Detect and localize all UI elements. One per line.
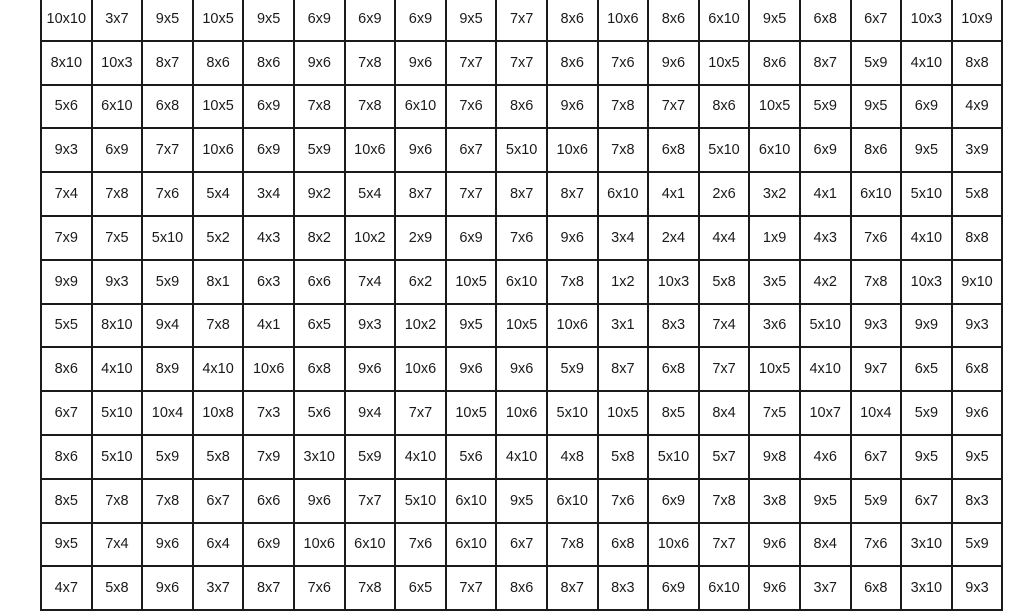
grid-cell: 5x7 <box>699 435 750 479</box>
grid-row <box>41 304 1002 348</box>
grid-cell: 6x8 <box>851 566 902 610</box>
grid-cell: 7x7 <box>496 0 547 41</box>
grid-cell: 3x10 <box>294 435 345 479</box>
grid-cell: 10x6 <box>294 523 345 567</box>
grid-cell: 6x9 <box>243 85 294 129</box>
grid-cell: 7x7 <box>446 566 497 610</box>
grid-cell: 6x10 <box>699 0 750 41</box>
grid-cell: 9x5 <box>851 85 902 129</box>
grid-cell: 1x2 <box>598 260 649 304</box>
grid-cell: 7x7 <box>395 391 446 435</box>
grid-cell: 6x8 <box>294 347 345 391</box>
grid-cell: 4x10 <box>92 347 143 391</box>
grid-cell: 7x4 <box>41 172 92 216</box>
grid-cell: 10x3 <box>901 260 952 304</box>
grid-cell: 5x9 <box>142 260 193 304</box>
grid-cell: 4x1 <box>648 172 699 216</box>
grid-cell: 5x5 <box>41 304 92 348</box>
grid-cell: 10x5 <box>749 85 800 129</box>
grid-cell: 5x6 <box>446 435 497 479</box>
grid-cell: 9x8 <box>749 435 800 479</box>
grid-cell: 6x6 <box>294 260 345 304</box>
grid-cell: 9x6 <box>294 41 345 85</box>
grid-cell: 6x10 <box>395 85 446 129</box>
grid-cell: 3x7 <box>800 566 851 610</box>
grid-cell: 8x10 <box>92 304 143 348</box>
grid-cell: 3x8 <box>749 479 800 523</box>
grid-cell: 8x3 <box>648 304 699 348</box>
grid-cell: 9x6 <box>142 566 193 610</box>
grid-cell: 7x7 <box>648 85 699 129</box>
grid-cell: 6x9 <box>92 128 143 172</box>
grid-cell: 4x10 <box>496 435 547 479</box>
grid-cell: 7x8 <box>598 128 649 172</box>
grid-cell: 10x6 <box>243 347 294 391</box>
grid-cell: 9x6 <box>547 216 598 260</box>
grid-cell: 6x7 <box>851 0 902 41</box>
grid-row <box>41 479 1002 523</box>
multiplication-worksheet <box>40 0 993 616</box>
grid-cell: 9x10 <box>952 260 1003 304</box>
grid-cell: 7x6 <box>851 523 902 567</box>
grid-cell: 8x6 <box>496 85 547 129</box>
grid-cell: 6x7 <box>193 479 244 523</box>
grid-cell: 9x6 <box>345 347 396 391</box>
grid-cell: 7x8 <box>851 260 902 304</box>
grid-cell: 3x7 <box>92 0 143 41</box>
grid-cell: 9x5 <box>243 0 294 41</box>
grid-cell: 9x6 <box>496 347 547 391</box>
grid-cell: 6x10 <box>851 172 902 216</box>
grid-cell: 3x10 <box>901 566 952 610</box>
grid-cell: 3x4 <box>243 172 294 216</box>
grid-cell: 6x10 <box>446 479 497 523</box>
grid-cell: 10x6 <box>193 128 244 172</box>
grid-cell: 8x4 <box>800 523 851 567</box>
grid-cell: 8x6 <box>496 566 547 610</box>
grid-cell: 7x8 <box>193 304 244 348</box>
grid-cell: 5x10 <box>901 172 952 216</box>
grid-cell: 7x7 <box>699 523 750 567</box>
grid-cell: 7x8 <box>598 85 649 129</box>
grid-cell: 5x9 <box>800 85 851 129</box>
grid-row <box>41 41 1002 85</box>
grid-cell: 4x7 <box>41 566 92 610</box>
grid-cell: 9x4 <box>142 304 193 348</box>
grid-cell: 4x4 <box>699 216 750 260</box>
grid-cell: 7x7 <box>699 347 750 391</box>
grid-row <box>41 435 1002 479</box>
grid-cell: 6x9 <box>345 0 396 41</box>
grid-cell: 5x9 <box>294 128 345 172</box>
grid-cell: 8x6 <box>851 128 902 172</box>
grid-cell: 5x9 <box>952 523 1003 567</box>
grid-cell: 5x9 <box>547 347 598 391</box>
grid-cell: 8x4 <box>699 391 750 435</box>
grid-cell: 5x9 <box>851 479 902 523</box>
grid-row <box>41 566 1002 610</box>
grid-cell: 8x5 <box>648 391 699 435</box>
grid-cell: 3x4 <box>598 216 649 260</box>
grid-cell: 7x6 <box>496 216 547 260</box>
grid-cell: 4x10 <box>800 347 851 391</box>
grid-cell: 4x10 <box>395 435 446 479</box>
grid-cell: 4x3 <box>800 216 851 260</box>
grid-cell: 7x8 <box>92 172 143 216</box>
grid-cell: 7x6 <box>598 479 649 523</box>
grid-cell: 4x1 <box>800 172 851 216</box>
grid-cell: 9x5 <box>952 435 1003 479</box>
grid-cell: 9x3 <box>952 304 1003 348</box>
grid-cell: 7x8 <box>699 479 750 523</box>
grid-cell: 7x7 <box>142 128 193 172</box>
grid-cell: 9x6 <box>648 41 699 85</box>
grid-cell: 6x7 <box>41 391 92 435</box>
grid-cell: 10x3 <box>648 260 699 304</box>
grid-cell: 5x10 <box>496 128 547 172</box>
grid-cell: 10x6 <box>648 523 699 567</box>
grid-cell: 5x10 <box>699 128 750 172</box>
grid-cell: 8x7 <box>547 566 598 610</box>
grid-cell: 8x6 <box>699 85 750 129</box>
grid-cell: 10x6 <box>395 347 446 391</box>
grid-cell: 6x8 <box>952 347 1003 391</box>
grid-cell: 4x1 <box>243 304 294 348</box>
grid-row <box>41 347 1002 391</box>
grid-cell: 6x9 <box>243 128 294 172</box>
grid-cell: 9x5 <box>901 435 952 479</box>
grid-cell: 7x5 <box>749 391 800 435</box>
grid-cell: 7x8 <box>547 523 598 567</box>
grid-cell: 5x8 <box>92 566 143 610</box>
grid-cell: 9x6 <box>294 479 345 523</box>
grid-cell: 9x3 <box>345 304 396 348</box>
grid-cell: 9x5 <box>901 128 952 172</box>
grid-cell: 9x6 <box>952 391 1003 435</box>
grid-cell: 3x2 <box>749 172 800 216</box>
grid-cell: 9x2 <box>294 172 345 216</box>
grid-cell: 7x7 <box>496 41 547 85</box>
grid-cell: 3x10 <box>901 523 952 567</box>
grid-cell: 5x10 <box>395 479 446 523</box>
grid-cell: 9x3 <box>92 260 143 304</box>
grid-cell: 8x1 <box>193 260 244 304</box>
grid-cell: 9x6 <box>749 566 800 610</box>
grid-cell: 7x6 <box>851 216 902 260</box>
grid-cell: 8x6 <box>648 0 699 41</box>
grid-cell: 10x8 <box>193 391 244 435</box>
grid-cell: 8x6 <box>749 41 800 85</box>
grid-cell: 4x2 <box>800 260 851 304</box>
grid-cell: 10x9 <box>952 0 1003 41</box>
grid-row <box>41 216 1002 260</box>
grid-cell: 6x7 <box>851 435 902 479</box>
grid-cell: 5x4 <box>193 172 244 216</box>
grid-cell: 8x2 <box>294 216 345 260</box>
grid-cell: 8x8 <box>952 41 1003 85</box>
grid-cell: 6x8 <box>648 347 699 391</box>
grid-cell: 6x9 <box>243 523 294 567</box>
grid-cell: 5x9 <box>142 435 193 479</box>
grid-cell: 9x6 <box>142 523 193 567</box>
grid-cell: 6x10 <box>749 128 800 172</box>
grid-cell: 8x6 <box>41 347 92 391</box>
grid-cell: 7x8 <box>345 41 396 85</box>
grid-cell: 4x3 <box>243 216 294 260</box>
grid-cell: 9x5 <box>446 304 497 348</box>
grid-cell: 6x10 <box>699 566 750 610</box>
grid-cell: 9x5 <box>496 479 547 523</box>
grid-cell: 5x9 <box>901 391 952 435</box>
grid-cell: 10x5 <box>193 85 244 129</box>
grid-cell: 8x8 <box>952 216 1003 260</box>
grid-cell: 9x5 <box>800 479 851 523</box>
grid-cell: 4x10 <box>901 216 952 260</box>
grid-cell: 9x6 <box>446 347 497 391</box>
grid-cell: 1x9 <box>749 216 800 260</box>
grid-cell: 7x4 <box>345 260 396 304</box>
grid-cell: 7x6 <box>446 85 497 129</box>
grid-cell: 6x5 <box>901 347 952 391</box>
grid-cell: 8x9 <box>142 347 193 391</box>
grid-cell: 5x8 <box>193 435 244 479</box>
grid-cell: 6x10 <box>446 523 497 567</box>
grid-cell: 8x6 <box>41 435 92 479</box>
grid-cell: 8x6 <box>193 41 244 85</box>
grid-cell: 3x6 <box>749 304 800 348</box>
grid-cell: 5x8 <box>598 435 649 479</box>
grid-cell: 7x7 <box>446 41 497 85</box>
grid-cell: 6x8 <box>142 85 193 129</box>
grid-cell: 2x4 <box>648 216 699 260</box>
grid-cell: 9x4 <box>345 391 396 435</box>
grid-cell: 7x8 <box>345 566 396 610</box>
grid-cell: 6x9 <box>395 0 446 41</box>
grid-cell: 6x7 <box>446 128 497 172</box>
grid-cell: 6x8 <box>800 0 851 41</box>
grid-cell: 9x5 <box>749 0 800 41</box>
grid-cell: 10x5 <box>598 391 649 435</box>
grid-row <box>41 172 1002 216</box>
grid-cell: 10x7 <box>800 391 851 435</box>
grid-cell: 6x7 <box>496 523 547 567</box>
grid-row <box>41 0 1002 41</box>
grid-cell: 8x7 <box>598 347 649 391</box>
grid-cell: 4x6 <box>800 435 851 479</box>
grid-cell: 8x7 <box>547 172 598 216</box>
grid-cell: 8x10 <box>41 41 92 85</box>
grid-cell: 9x5 <box>142 0 193 41</box>
grid-cell: 5x9 <box>345 435 396 479</box>
grid-cell: 5x10 <box>142 216 193 260</box>
grid-cell: 6x6 <box>243 479 294 523</box>
multiplication-grid <box>40 0 1003 611</box>
grid-cell: 6x9 <box>648 566 699 610</box>
grid-cell: 7x6 <box>395 523 446 567</box>
grid-cell: 3x5 <box>749 260 800 304</box>
grid-cell: 7x4 <box>92 523 143 567</box>
grid-cell: 6x4 <box>193 523 244 567</box>
grid-cell: 7x8 <box>294 85 345 129</box>
grid-cell: 8x7 <box>800 41 851 85</box>
grid-cell: 2x6 <box>699 172 750 216</box>
grid-cell: 6x10 <box>598 172 649 216</box>
grid-cell: 3x1 <box>598 304 649 348</box>
grid-cell: 5x2 <box>193 216 244 260</box>
grid-cell: 7x3 <box>243 391 294 435</box>
grid-cell: 8x7 <box>395 172 446 216</box>
grid-row <box>41 128 1002 172</box>
grid-cell: 7x7 <box>345 479 396 523</box>
grid-cell: 5x10 <box>547 391 598 435</box>
grid-cell: 7x8 <box>547 260 598 304</box>
grid-cell: 2x9 <box>395 216 446 260</box>
grid-body <box>41 0 1002 610</box>
grid-cell: 4x8 <box>547 435 598 479</box>
grid-cell: 6x10 <box>345 523 396 567</box>
grid-cell: 10x3 <box>92 41 143 85</box>
grid-cell: 3x7 <box>193 566 244 610</box>
grid-cell: 8x6 <box>547 41 598 85</box>
grid-cell: 10x6 <box>547 304 598 348</box>
grid-cell: 10x10 <box>41 0 92 41</box>
grid-cell: 6x10 <box>496 260 547 304</box>
grid-cell: 7x5 <box>92 216 143 260</box>
grid-cell: 5x10 <box>92 435 143 479</box>
grid-cell: 9x6 <box>395 128 446 172</box>
grid-cell: 6x3 <box>243 260 294 304</box>
grid-cell: 7x8 <box>345 85 396 129</box>
grid-cell: 6x7 <box>901 479 952 523</box>
grid-cell: 10x3 <box>901 0 952 41</box>
grid-cell: 5x6 <box>294 391 345 435</box>
grid-cell: 8x3 <box>952 479 1003 523</box>
grid-cell: 5x6 <box>41 85 92 129</box>
grid-cell: 10x6 <box>496 391 547 435</box>
grid-cell: 9x5 <box>41 523 92 567</box>
grid-cell: 8x7 <box>496 172 547 216</box>
grid-cell: 9x9 <box>41 260 92 304</box>
grid-cell: 6x10 <box>547 479 598 523</box>
grid-cell: 4x10 <box>901 41 952 85</box>
grid-cell: 6x8 <box>598 523 649 567</box>
grid-row <box>41 523 1002 567</box>
grid-cell: 7x6 <box>142 172 193 216</box>
grid-cell: 6x8 <box>648 128 699 172</box>
grid-cell: 7x9 <box>243 435 294 479</box>
grid-cell: 10x5 <box>193 0 244 41</box>
grid-cell: 10x5 <box>496 304 547 348</box>
grid-cell: 4x9 <box>952 85 1003 129</box>
grid-cell: 10x5 <box>699 41 750 85</box>
grid-cell: 6x9 <box>648 479 699 523</box>
grid-cell: 6x5 <box>395 566 446 610</box>
grid-cell: 7x8 <box>92 479 143 523</box>
grid-cell: 6x9 <box>800 128 851 172</box>
grid-cell: 4x10 <box>193 347 244 391</box>
grid-cell: 7x4 <box>699 304 750 348</box>
grid-cell: 10x2 <box>345 216 396 260</box>
grid-row <box>41 391 1002 435</box>
grid-cell: 10x2 <box>395 304 446 348</box>
grid-cell: 8x3 <box>598 566 649 610</box>
grid-cell: 5x4 <box>345 172 396 216</box>
grid-cell: 9x5 <box>446 0 497 41</box>
grid-cell: 9x6 <box>547 85 598 129</box>
grid-cell: 7x9 <box>41 216 92 260</box>
grid-cell: 5x10 <box>92 391 143 435</box>
grid-cell: 7x6 <box>598 41 649 85</box>
grid-cell: 5x8 <box>952 172 1003 216</box>
grid-cell: 8x6 <box>547 0 598 41</box>
grid-cell: 9x7 <box>851 347 902 391</box>
grid-cell: 7x7 <box>446 172 497 216</box>
grid-cell: 9x3 <box>41 128 92 172</box>
grid-cell: 5x10 <box>800 304 851 348</box>
grid-cell: 8x5 <box>41 479 92 523</box>
grid-cell: 10x4 <box>142 391 193 435</box>
grid-cell: 6x2 <box>395 260 446 304</box>
grid-cell: 5x10 <box>648 435 699 479</box>
grid-cell: 8x7 <box>243 566 294 610</box>
grid-cell: 9x3 <box>851 304 902 348</box>
grid-cell: 6x9 <box>446 216 497 260</box>
grid-cell: 6x5 <box>294 304 345 348</box>
grid-cell: 6x10 <box>92 85 143 129</box>
grid-cell: 8x6 <box>243 41 294 85</box>
grid-row <box>41 260 1002 304</box>
grid-cell: 5x8 <box>699 260 750 304</box>
grid-cell: 5x9 <box>851 41 902 85</box>
grid-cell: 7x8 <box>142 479 193 523</box>
grid-cell: 6x9 <box>294 0 345 41</box>
grid-cell: 10x6 <box>547 128 598 172</box>
grid-cell: 9x6 <box>395 41 446 85</box>
grid-cell: 10x5 <box>446 391 497 435</box>
grid-cell: 6x9 <box>901 85 952 129</box>
grid-cell: 9x9 <box>901 304 952 348</box>
grid-cell: 8x7 <box>142 41 193 85</box>
grid-row <box>41 85 1002 129</box>
grid-cell: 10x6 <box>345 128 396 172</box>
grid-cell: 10x4 <box>851 391 902 435</box>
grid-cell: 9x6 <box>749 523 800 567</box>
grid-cell: 10x5 <box>446 260 497 304</box>
grid-cell: 3x9 <box>952 128 1003 172</box>
grid-cell: 10x5 <box>749 347 800 391</box>
grid-cell: 10x6 <box>598 0 649 41</box>
grid-cell: 9x3 <box>952 566 1003 610</box>
grid-cell: 7x6 <box>294 566 345 610</box>
